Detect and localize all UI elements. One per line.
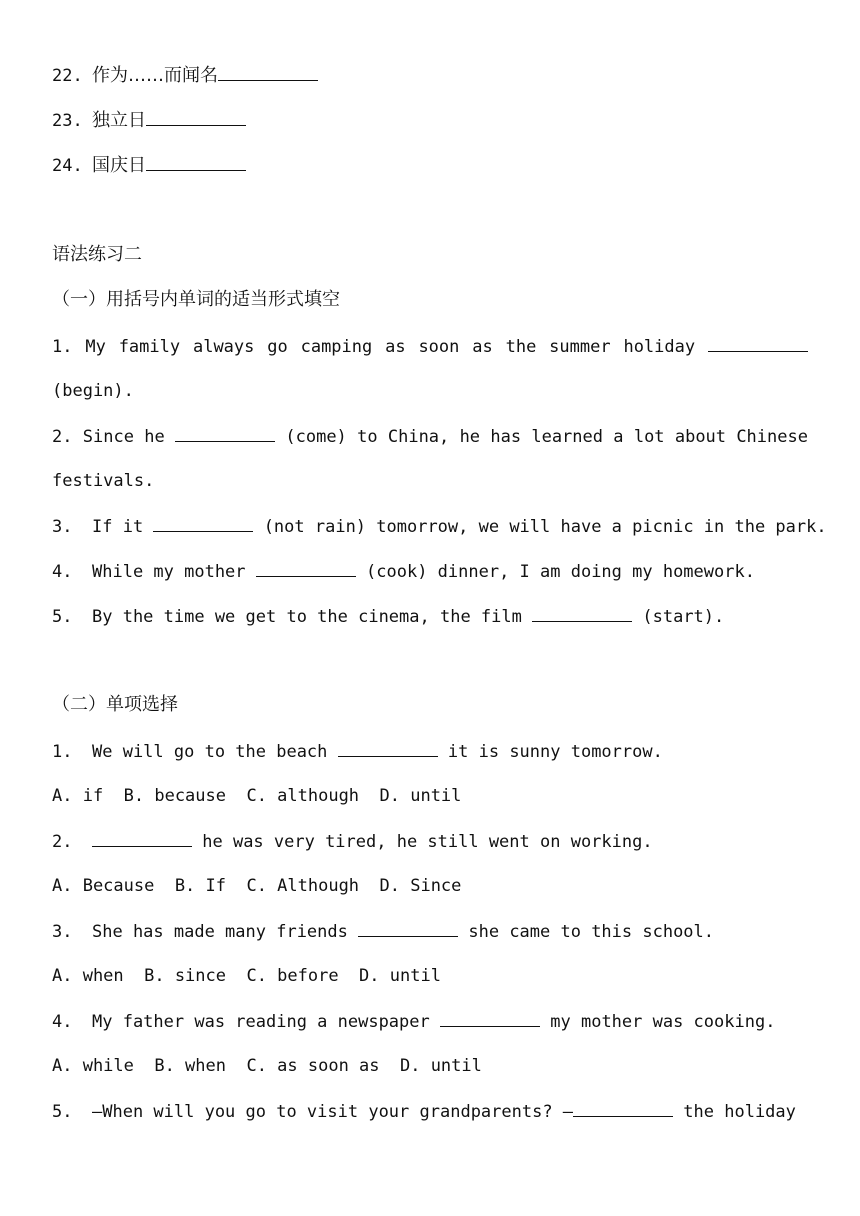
item-number: 5. xyxy=(52,1102,73,1122)
item-number: 24. xyxy=(52,156,83,176)
answer-blank[interactable] xyxy=(146,109,246,126)
answer-blank[interactable] xyxy=(218,64,318,81)
answer-blank[interactable] xyxy=(146,154,246,171)
item-text: While my mother xyxy=(92,562,246,582)
answer-blank[interactable] xyxy=(338,740,438,757)
item-number: 5. xyxy=(52,607,73,627)
item-number: 2. xyxy=(52,832,73,852)
item-text: Since he xyxy=(82,427,165,447)
item-text: My family always go camping as soon as the summer holiday xyxy=(85,337,696,357)
section-title: 语法练习二 xyxy=(52,244,142,265)
item-text: My father was reading a newspaper xyxy=(92,1012,430,1032)
item-number: 4. xyxy=(52,562,73,582)
item-text-after: it is sunny tomorrow. xyxy=(447,742,663,762)
part2-item-3-options: A. when B. since C. before D. until xyxy=(52,966,441,986)
item-text-after: (cook) dinner, I am doing my homework. xyxy=(366,562,755,582)
item-text-after: my mother was cooking. xyxy=(550,1012,776,1032)
item-text: By the time we get to the cinema, the film xyxy=(92,607,522,627)
part2-item-4 xyxy=(52,1010,808,1033)
part1-item-2-cont: festivals. xyxy=(52,471,155,491)
vocab-text: 国庆日 xyxy=(92,155,146,176)
item-text-after: (not rain) tomorrow, we will have a picnic in the park. xyxy=(263,517,827,537)
item-text-after: the holiday xyxy=(683,1102,796,1122)
part1-item-3 xyxy=(52,515,827,538)
part2-item-2 xyxy=(52,830,808,853)
vocab-text: 独立日 xyxy=(92,110,146,131)
item-number: 1. xyxy=(52,742,73,762)
vocab-text: 作为……而闻名 xyxy=(92,65,218,86)
item-text-after: (come) to China, he has learned a lot about Chinese xyxy=(285,427,808,447)
item-text-after: he was very tired, he still went on working. xyxy=(202,832,653,852)
answer-blank[interactable] xyxy=(440,1010,540,1027)
answer-blank[interactable] xyxy=(92,830,192,847)
item-number: 4. xyxy=(52,1012,73,1032)
item-number: 23. xyxy=(52,111,83,131)
part2-item-3 xyxy=(52,920,808,943)
part1-item-2 xyxy=(52,425,808,448)
item-text: We will go to the beach xyxy=(92,742,328,762)
item-number: 1. xyxy=(52,337,73,357)
answer-blank[interactable] xyxy=(532,605,632,622)
part1-item-1-cont: (begin). xyxy=(52,381,134,401)
part1-item-5 xyxy=(52,605,808,628)
part1-item-4 xyxy=(52,560,808,583)
vocab-item-24 xyxy=(52,154,808,177)
item-text-after: (start). xyxy=(642,607,725,627)
answer-blank[interactable] xyxy=(708,335,808,352)
item-number: 2. xyxy=(52,427,73,447)
part2-item-1 xyxy=(52,740,808,763)
item-text-after: she came to this school. xyxy=(468,922,715,942)
part1-item-1 xyxy=(52,335,808,358)
part2-item-4-options: A. while B. when C. as soon as D. until xyxy=(52,1056,482,1076)
part1-heading: （一）用括号内单词的适当形式填空 xyxy=(52,289,340,310)
answer-blank[interactable] xyxy=(573,1100,673,1117)
item-text: She has made many friends xyxy=(92,922,348,942)
part2-item-5 xyxy=(52,1100,808,1123)
item-number: 3. xyxy=(52,922,73,942)
vocab-item-22 xyxy=(52,64,808,87)
vocab-item-23 xyxy=(52,109,808,132)
item-text: —When will you go to visit your grandparents? — xyxy=(92,1102,574,1122)
part2-heading: （二）单项选择 xyxy=(52,694,178,715)
item-number: 3. xyxy=(52,517,73,537)
answer-blank[interactable] xyxy=(153,515,253,532)
item-text: If it xyxy=(92,517,144,537)
part2-item-2-options: A. Because B. If C. Although D. Since xyxy=(52,876,462,896)
part2-item-1-options: A. if B. because C. although D. until xyxy=(52,786,462,806)
answer-blank[interactable] xyxy=(358,920,458,937)
answer-blank[interactable] xyxy=(175,425,275,442)
item-number: 22. xyxy=(52,66,83,86)
answer-blank[interactable] xyxy=(256,560,356,577)
